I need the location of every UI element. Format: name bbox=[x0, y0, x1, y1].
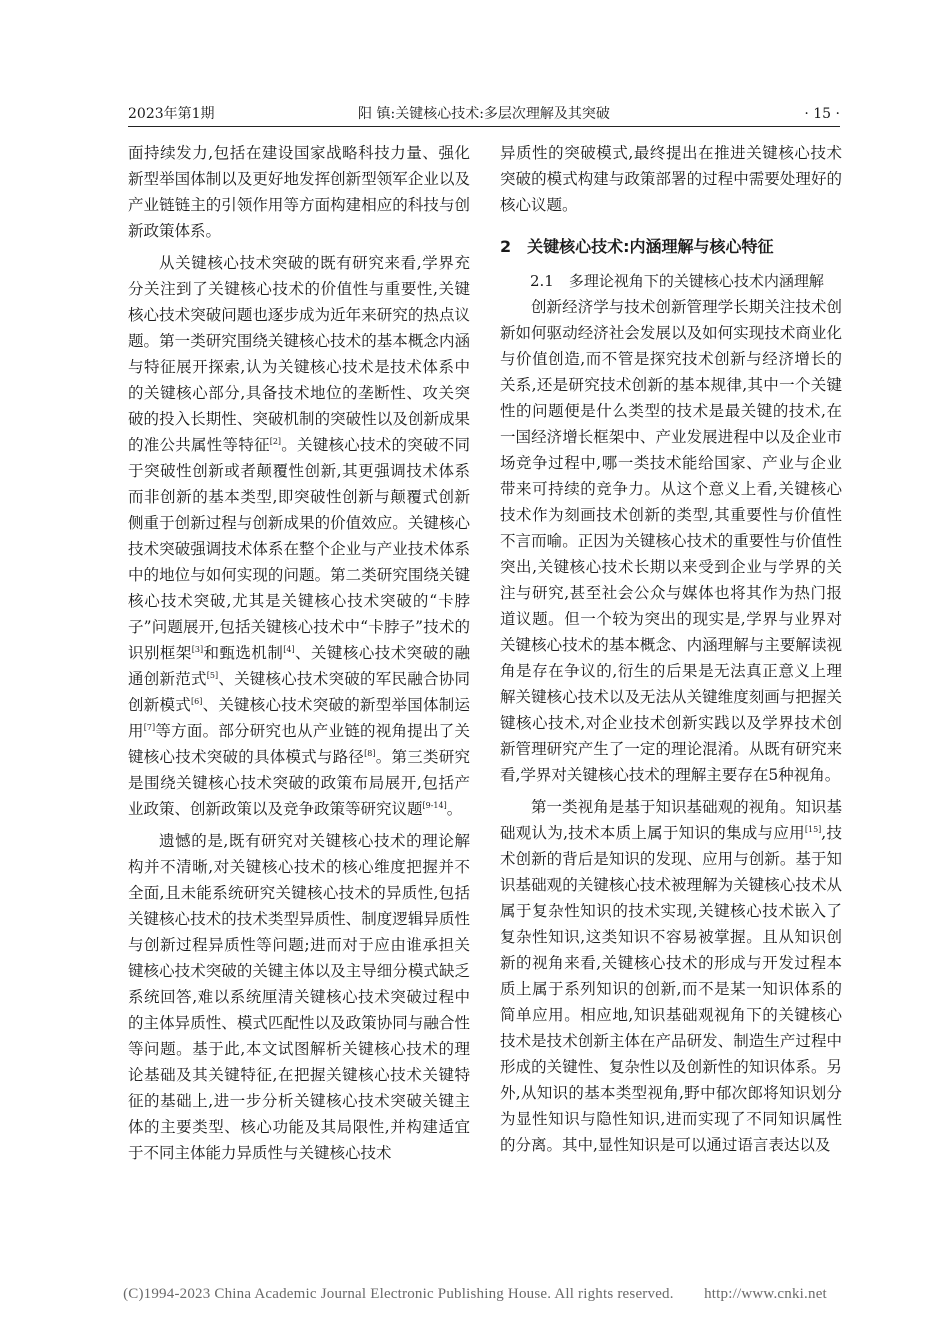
right-column bbox=[500, 140, 842, 1158]
header-divider bbox=[128, 126, 840, 127]
page-number: · 15 · bbox=[804, 106, 840, 122]
section-heading: 2 关键核心技术:内涵理解与核心特征 bbox=[500, 237, 774, 256]
citation: [2] bbox=[269, 436, 282, 446]
citation: [8] bbox=[364, 748, 376, 758]
paragraph-theory-perspectives: 创新经济学与技术创新管理学长期关注技术创新如何驱动经济社会发展以及如何实现技术商业化与价值创造,而不管是探究技术创新与经济增长的关系,还是研究技术创新的基本规律,其中一个关键性的问题便是什么类型的技术是最关键的技术,在一国经济增长框架中、产业发展进程中以及企业市场竞争过程中,哪一类技术能给国家、产业与企业带来可持续的竞争力。从这个意义上看,关键核心技术作为刻画技术创新的类型,其重要性与价值性不言而喻。正因为关键核心技术的重要性与价值性突出,关键核心技术长期以来受到企业与学界的关注与研究,甚至社会公众与媒体也将其作为热门报道议题。但一个较为突出的现实是,学界与业界对关键核心技术的基本概念、内涵理解与主要解读视角是存在争议的,衍生的后果是无法真正意义上理解关键核心技术以及无法从关键维度刻画与把握关键核心技术,对企业技术创新实践以及学界技术创新管理研究产生了一定的理论混淆。从既有研究来看,学界对关键核心技术的理解主要存在5种视角。 bbox=[500, 298, 842, 784]
citation: [4] bbox=[283, 644, 295, 654]
text-span: 和甄选机制 bbox=[203, 644, 284, 662]
citation: [6] bbox=[190, 696, 203, 706]
running-title: 阳 镇:关键核心技术:多层次理解及其突破 bbox=[358, 106, 610, 122]
text-span: 、关键核心技术突破的新型举国体制运用 bbox=[128, 696, 470, 740]
citation: [15] bbox=[804, 824, 822, 834]
text-span: 。关键核心技术的突破不同于突破性创新或者颠覆性创新,其更强调技术体系而非创新的基本类型,即突破性创新与颠覆式创新侧重于创新过程与创新成果的价值效应。关键核心技术突破强调技术体系在整个企业与产业技术体系中的地位与如何实现的问题。第二类研究围绕关键核心技术突破,尤其是关键核心技术突破的“卡脖子”问题展开,包括关键核心技术中“卡脖子”技术的识别框架 bbox=[128, 436, 470, 662]
citation: [3] bbox=[191, 644, 204, 654]
citation: [5] bbox=[206, 670, 219, 680]
paragraph-knowledge-based-view bbox=[500, 794, 842, 1158]
paragraph-literature-review bbox=[128, 250, 470, 822]
text-span: 从关键核心技术突破的既有研究来看,学界充分关注到了关键核心技术的价值性与重要性,关键核心技术突破问题也逐步成为近年来研究的热点议题。第一类研究围绕关键核心技术的基本概念内涵与特征展开探索,认为关键核心技术是技术体系中的关键核心部分,具备技术地位的垄断性、攻关突破的投入长期性、突破机制的突破性以及创新成果的准公共属性等特征 bbox=[128, 254, 470, 454]
citation: [9-14] bbox=[422, 800, 447, 810]
text-span: 、关键核心技术突破的军民融合协同创新模式 bbox=[128, 670, 470, 714]
paragraph-continuation: 面持续发力,包括在建设国家战略科技力量、强化新型举国体制以及更好地发挥创新型领军企业以及产业链链主的引领作用等方面构建相应的科技与创新政策体系。 bbox=[128, 144, 470, 240]
paragraph-continuation: 异质性的突破模式,最终提出在推进关键核心技术突破的模式构建与政策部署的过程中需要处理好的核心议题。 bbox=[500, 144, 842, 214]
subsection-heading: 2.1 多理论视角下的关键核心技术内涵理解 bbox=[530, 272, 824, 290]
text-span: ,技术创新的背后是知识的发现、应用与创新。基于知识基础观的关键核心技术被理解为关键核心技术从属于复杂性知识的技术实现,关键核心技术嵌入了复杂性知识,这类知识不容易被掌握。且从知识创新的视角来看,关键核心技术的形成与开发过程本质上属于系列知识的创新,而不是某一知识体系的简单应用。相应地,知识基础观视角下的关键核心技术是技术创新主体在产品研发、制造生产过程中形成的关键性、复杂性以及创新性的知识体系。另外,从知识的基本类型视角,野中郁次郎将知识划分为显性知识与隐性知识,进而实现了不同知识属性的分离。其中,显性知识是可以通过语言表达以及 bbox=[500, 824, 842, 1154]
left-column bbox=[128, 140, 470, 1166]
running-header bbox=[128, 104, 840, 124]
text-span: 、关键核心技术突破的融通创新范式 bbox=[128, 644, 470, 688]
text-span: 。第三类研究是围绕关键核心技术突破的政策布局展开,包括产业政策、创新政策以及竞争政策等研究议题 bbox=[128, 748, 470, 818]
journal-issue: 2023年第1期 bbox=[128, 106, 215, 122]
citation: [7] bbox=[143, 722, 156, 732]
text-span: 第一类视角是基于知识基础观的视角。知识基础观认为,技术本质上属于知识的集成与应用 bbox=[500, 798, 842, 842]
copyright-footer: (C)1994-2023 China Academic Journal Electronic Publishing House. All rights reserved. http://www.cnki.net bbox=[123, 1286, 827, 1302]
paragraph-research-gap: 遗憾的是,既有研究对关键核心技术的理论解构并不清晰,对关键核心技术的核心维度把握并不全面,且未能系统研究关键核心技术的异质性,包括关键核心技术的技术类型异质性、制度逻辑异质性与创新过程异质性等问题;进而对于应由谁承担关键核心技术突破的关键主体以及主导细分模式缺乏系统回答,难以系统厘清关键核心技术突破过程中的主体异质性、模式匹配性以及政策协同与融合性等问题。基于此,本文试图解析关键核心技术的理论基础及其关键特征,在把握关键核心技术关键特征的基础上,进一步分析关键核心技术突破关键主体的主要类型、核心功能及其局限性,并构建适宜于不同主体能力异质性与关键核心技术 bbox=[128, 832, 470, 1162]
text-span: 。 bbox=[446, 800, 463, 818]
text-span: 等方面。部分研究也从产业链的视角提出了关键核心技术突破的具体模式与路径 bbox=[128, 722, 470, 766]
